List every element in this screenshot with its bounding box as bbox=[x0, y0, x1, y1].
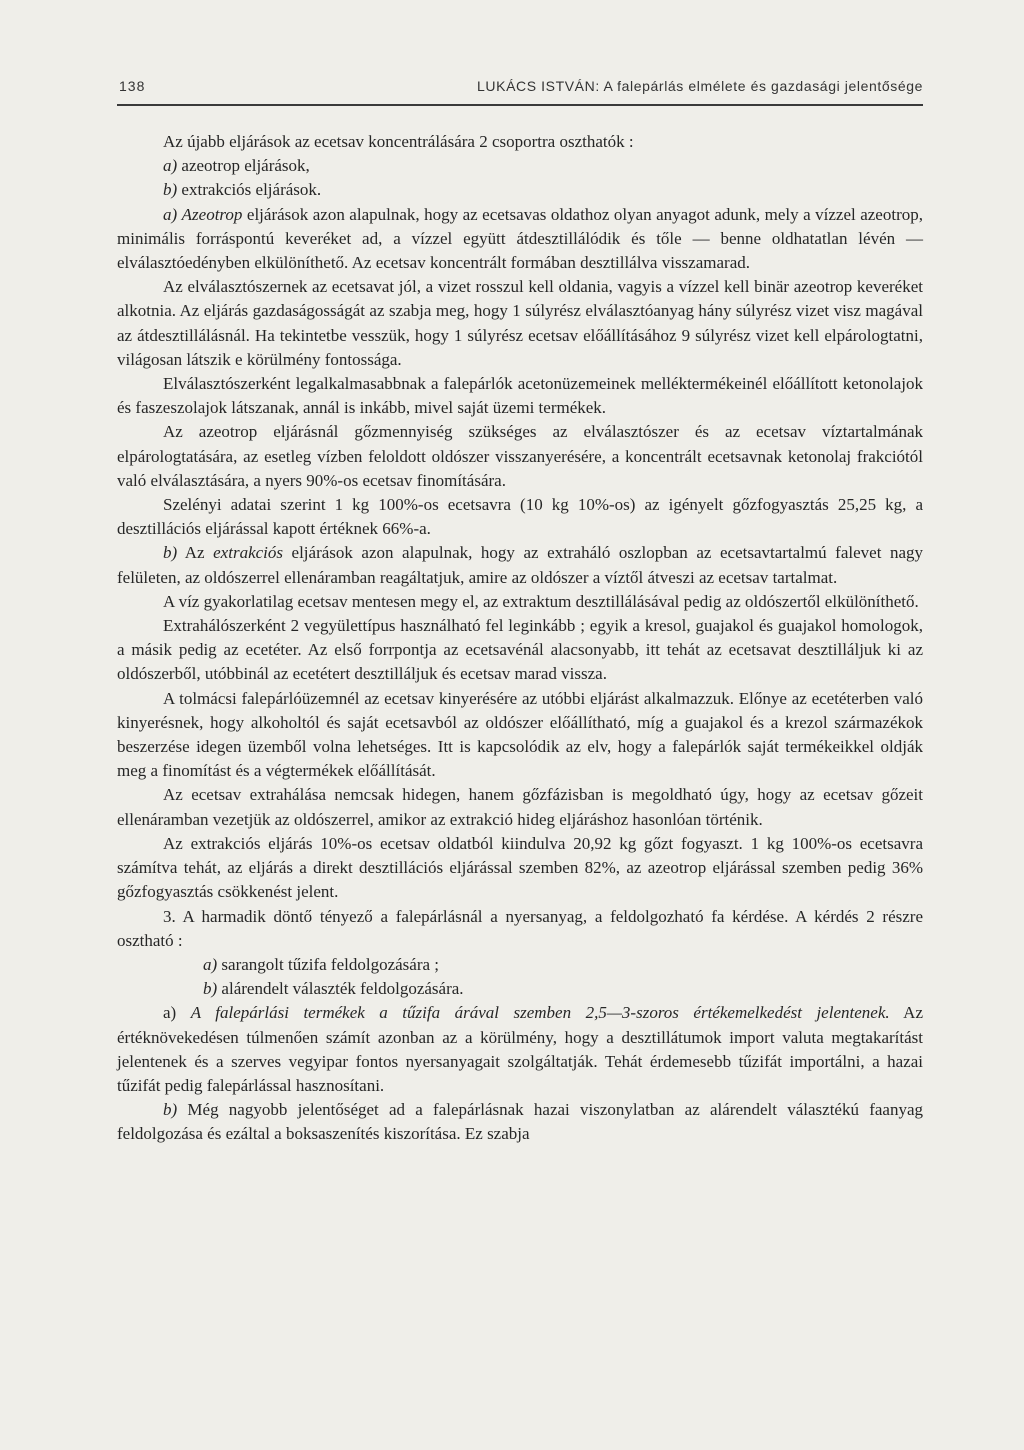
text-run: 3. A harmadik döntő tényező a falepárlásnál a nyersanyag, a feldolgozható fa kérdése. A kérdés 2 részre osztható : bbox=[117, 906, 923, 950]
text-run: extrakciós bbox=[213, 543, 283, 563]
text-run: alárendelt választék feldolgozására. bbox=[217, 979, 464, 999]
text-run: b) bbox=[163, 1100, 178, 1120]
paragraph bbox=[117, 783, 923, 831]
paragraph bbox=[117, 905, 923, 953]
text-run: b) bbox=[163, 180, 178, 200]
text-run: Extrahálószerként 2 vegyülettípus használható fel leginkább ; egyik a kresol, guajakol és guajakol homologok, a másik pedig az ecetéter. Az első forrpontja az ecetsavénál alacsonyabb, itt tehát az ecetsavat desztilláljuk ki az oldószerből, utóbbinál az ecetétert desztilláljuk és ecetsav marad vissza. bbox=[117, 616, 923, 684]
text-run: Az értéknövekedésen túlmenően számít azonban az a körülmény, hogy a desztillátumok import valuta megtakarítást jelentenek és a szerves vegyipar fontos nyersanyagait szolgáltatják. Tehát érdemesebb tűzifát importálni, a hazai tűzifát pedig falepárlással hasznosítani. bbox=[117, 1003, 924, 1095]
text-run: eljárások azon alapulnak, hogy az extraháló oszlopban az ecetsavtartalmú falevet nagy felületen, az oldószerrel ellenáramban reagáltatjuk, amire az oldószer a víztől átveszi az ecetsav tartalmat. bbox=[117, 543, 924, 587]
text-run: azeotrop eljárások, bbox=[177, 156, 310, 176]
text-run: Az azeotrop eljárásnál gőzmennyiség szükséges az elválasztószer és az ecetsav víztartalmának elpárologtatására, az esetleg vízben feloldott oldószer visszanyerésére, a koncentrált ecetsavnak ketonolaj frakciótól való elválasztására, a nyers 90%-os ecetsav finomítására. bbox=[117, 422, 923, 490]
running-title: LUKÁCS ISTVÁN: A falepárlás elmélete és gazdasági jelentősége bbox=[477, 78, 923, 94]
paragraph bbox=[117, 420, 923, 493]
paragraph bbox=[117, 275, 923, 372]
paragraph bbox=[117, 493, 923, 541]
paragraph bbox=[117, 614, 923, 687]
list-item bbox=[117, 953, 923, 977]
text-run: a) bbox=[163, 204, 178, 224]
list-item bbox=[117, 154, 923, 178]
body-text bbox=[117, 130, 923, 1147]
paragraph bbox=[117, 541, 923, 589]
text-run: a) bbox=[163, 156, 178, 176]
page-number: 138 bbox=[119, 78, 146, 94]
text-run: b) bbox=[163, 543, 178, 563]
text-run: A víz gyakorlatilag ecetsav mentesen megy el, az extraktum desztillálásával pedig az oldószertől elkülöníthető. bbox=[163, 591, 919, 611]
paragraph bbox=[117, 1098, 923, 1146]
text-run: Az elválasztószernek az ecetsavat jól, a vizet rosszul kell oldania, vagyis a vízzel kell binär azeotrop keveréket alkotnia. Az eljárás gazdaságosságát az szabja meg, hogy 1 súlyrész elválasztóanyag hány súlyrész vizet visz magával az átdesztillálásnál. Ha tekintetbe vesszük, hogy 1 súlyrész ecetsav előállításához 9 súlyrész vizet kell elpárologtatni, világosan látszik e körülmény fontossága. bbox=[117, 277, 923, 369]
text-run: eljárások azon alapulnak, hogy az ecetsavas oldathoz olyan anyagot adunk, mely a vízzel azeotrop, minimális forráspontú keveréket ad, a vízzel együtt átdesztillálódik és tőle — benne oldhatatlan lévén — elválasztóedényben elkülöníthető. Az ecetsav koncentrált formában desztillálva visszamarad. bbox=[117, 204, 923, 273]
text-run: sarangolt tűzifa feldolgozására ; bbox=[217, 954, 440, 974]
text-run: Még nagyobb jelentőséget ad a falepárlásnak hazai viszonylatban az alárendelt választékú faanyag feldolgozása és ezáltal a boksaszenítés kiszorítása. Ez szabja bbox=[117, 1100, 923, 1144]
text-run: A tolmácsi falepárlóüzemnél az ecetsav kinyerésére az utóbbi eljárást alkalmazzuk. Előnye az ecetéterben való kinyerésnek, hogy alkoholtól és saját ecetsavból az oldószer előállítható, míg a guajakol és a krezol származékok beszerzése idegen üzemből volna lehetséges. Itt is kapcsolódik az elv, hogy a falepárlók saját termékeikkel oldják meg a finomítást és a végtermékek előállítását. bbox=[117, 688, 923, 781]
paragraph bbox=[117, 832, 923, 905]
header-rule bbox=[117, 104, 923, 106]
text-run: Elválasztószerként legalkalmasabbnak a falepárlók acetonüzemeinek melléktermékeinél előállított ketonolajok és faszeszolajok látszanak, annál is inkább, mivel saját üzemi termékek. bbox=[117, 374, 923, 418]
text-run: Az újabb eljárások az ecetsav koncentrálására 2 csoportra oszthatók : bbox=[163, 132, 634, 151]
text-run: Az ecetsav extrahálása nemcsak hidegen, hanem gőzfázisban is megoldható úgy, hogy az ecetsav gőzeit ellenáramban vezetjük az oldószerrel, amikor az extrakció hideg eljáráshoz hasonlóan történik. bbox=[117, 785, 923, 829]
list-item bbox=[117, 178, 923, 202]
text-run: Szelényi adatai szerint 1 kg 100%-os ecetsavra (10 kg 10%-os) az igényelt gőzfogyasztás 25,25 kg, a desztillációs eljárással kapott értéknek 66%-a. bbox=[117, 495, 923, 539]
text-run: extrakciós eljárások. bbox=[177, 180, 322, 200]
text-run: Az extrakciós eljárás 10%-os ecetsav oldatból kiindulva 20,92 kg gőzt fogyaszt. 1 kg 100%-os ecetsavra számítva tehát, az eljárás a direkt desztillációs eljárással szemben 82%, az azeotrop eljárással szemben pedig 36% gőzfogyasztás csökkenést jelent. bbox=[117, 833, 923, 902]
paragraph bbox=[117, 687, 923, 784]
text-run: Az bbox=[177, 543, 214, 563]
paragraph bbox=[117, 590, 923, 614]
paragraph bbox=[117, 1001, 923, 1098]
text-run: A falepárlási termékek a tűzifa árával szemben 2,5—3-szoros értékemelkedést jelentenek. bbox=[190, 1003, 890, 1023]
paragraph bbox=[117, 372, 923, 420]
text-run: a) bbox=[163, 1003, 191, 1023]
text-run: b) bbox=[203, 979, 218, 999]
paragraph bbox=[117, 203, 923, 276]
page-header bbox=[117, 78, 923, 102]
text-run: a) bbox=[203, 954, 218, 974]
text-run: Azeotrop bbox=[181, 204, 243, 224]
paragraph bbox=[117, 130, 923, 154]
list-item bbox=[117, 977, 923, 1001]
